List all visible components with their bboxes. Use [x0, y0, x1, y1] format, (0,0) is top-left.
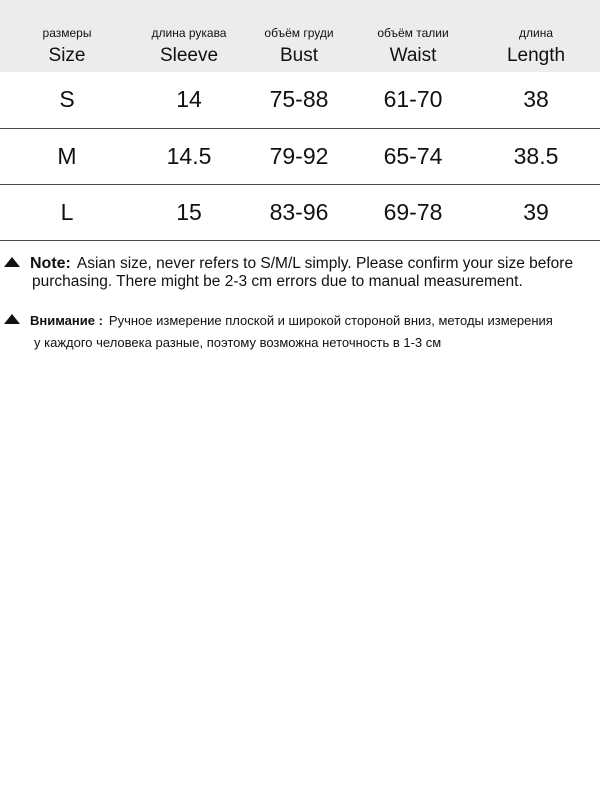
cell-waist: 65-74 [383, 142, 443, 169]
cell-size: S [59, 86, 75, 113]
header-label-en: Bust [279, 45, 319, 66]
header-bust [244, 0, 354, 72]
note-text-line2: purchasing. There might be 2-3 cm errors due to manual measurement. [32, 273, 523, 290]
size-chart-table [0, 0, 600, 241]
note-label: Внимание : [30, 313, 103, 328]
cell-size: M [57, 142, 77, 169]
header-label-ru: объём талии [377, 26, 449, 40]
note-russian [4, 310, 600, 354]
warning-triangle-icon [4, 257, 20, 267]
note-text-line2: у каждого человека разные, поэтому возможна неточность в 1-3 см [34, 335, 442, 350]
header-size [0, 0, 134, 72]
cell-sleeve: 15 [176, 198, 202, 225]
cell-waist: 69-78 [383, 198, 443, 225]
cell-bust: 79-92 [269, 142, 329, 169]
header-waist [354, 0, 472, 72]
cell-sleeve: 14 [176, 86, 202, 113]
header-label-en: Waist [389, 45, 437, 66]
note-english [4, 255, 600, 291]
header-length [472, 0, 600, 72]
table-row [0, 128, 600, 184]
header-label-ru: размеры [42, 26, 92, 40]
header-label-en: Sleeve [159, 45, 219, 66]
cell-length: 38.5 [513, 142, 559, 169]
cell-waist: 61-70 [383, 86, 443, 113]
warning-triangle-icon [4, 314, 20, 324]
cell-length: 38 [523, 86, 549, 113]
cell-length: 39 [523, 198, 549, 225]
header-sleeve [134, 0, 244, 72]
cell-bust: 83-96 [269, 198, 329, 225]
header-label-en: Size [48, 45, 86, 66]
header-label-ru: объём груди [264, 26, 334, 40]
note-text-line1: Ручное измерение плоской и широкой стороной вниз, методы измерения [108, 313, 553, 328]
table-row [0, 72, 600, 128]
cell-sleeve: 14.5 [166, 142, 212, 169]
header-label-en: Length [506, 45, 566, 66]
cell-bust: 75-88 [269, 86, 329, 113]
header-label-ru: длина [518, 26, 553, 40]
note-text-line1: Asian size, never refers to S/M/L simply. Please confirm your size before [76, 255, 574, 272]
table-header-row [0, 0, 600, 72]
header-label-ru: длина рукава [151, 26, 227, 40]
note-label: Note: [30, 255, 71, 272]
cell-size: L [60, 198, 74, 225]
table-row [0, 184, 600, 240]
